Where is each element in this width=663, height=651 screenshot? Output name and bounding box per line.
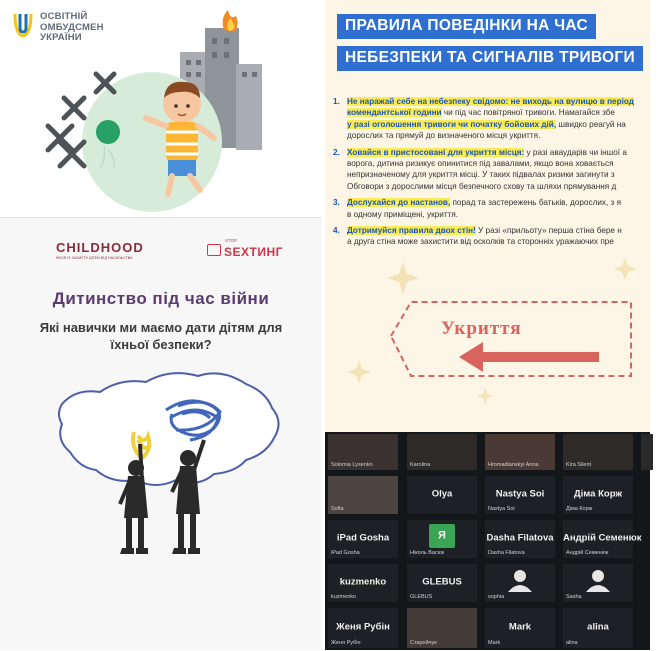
rule-text: у разі аваударів чи іншої а: [524, 147, 627, 157]
user-placeholder-icon: [485, 566, 555, 596]
participant-name: Sasha: [566, 594, 582, 600]
video-call-panel: [325, 432, 650, 650]
participant-name: Hromadianskyi Anna: [488, 462, 539, 468]
participant-name: sophia: [488, 594, 505, 600]
shelter-label: Укриття: [441, 318, 522, 339]
rule-text: а друга стіна може захистити від осколків та сторонніх уражаючих пре: [347, 237, 614, 247]
rules-title-line: НЕБЕЗПЕКИ ТА СИГНАЛІВ ТРИВОГИ: [337, 46, 643, 71]
rules-title: [337, 14, 637, 78]
sparkle-icon: [614, 258, 636, 280]
boy-playing-illustration: [0, 0, 322, 214]
shelter-sign: [387, 296, 637, 382]
rule-text: в одному приміщені, укриття.: [347, 209, 459, 219]
childhood-logo-title: CHILDHOOD: [56, 240, 144, 255]
participant-tile[interactable]: [328, 564, 398, 602]
rule-text: дорослих та прямуй до визначеного місця укриття.: [347, 131, 541, 141]
participant-name: kuzmenko: [331, 594, 357, 600]
rules-list: [333, 96, 663, 253]
participant-tile[interactable]: [485, 520, 555, 558]
participant-name: Dasha Filatova: [488, 550, 525, 556]
participant-name: Kira Silent: [566, 462, 592, 468]
participant-tile[interactable]: [563, 476, 633, 514]
participant-name: Sofia: [331, 506, 344, 512]
rule-number: 2.: [333, 147, 340, 157]
rule-item: [333, 197, 663, 220]
book-subtitle: Які навички ми маємо дати дітям для їхньої безпеки?: [39, 320, 283, 352]
participant-name: Mark: [488, 640, 501, 646]
rule-highlight: у разі оголошення тривоги чи початку бойових дій,: [347, 119, 557, 129]
participant-name: Ніколь Васюк: [410, 550, 445, 556]
participant-tile[interactable]: [485, 608, 555, 648]
participant-name: Solomia Lysenko: [331, 462, 373, 468]
ukraine-map-outline: [59, 373, 279, 485]
participant-display-name: Olya: [431, 488, 453, 500]
participant-tile[interactable]: [407, 520, 477, 558]
participant-tile[interactable]: [407, 564, 477, 602]
rule-text: Обговори з дорослими місця безпечного схову та шляхи прямування д: [347, 181, 617, 191]
participant-tile[interactable]: [407, 476, 477, 514]
participant-name: Старойчук: [410, 640, 437, 646]
participant-display-name: Mark: [508, 621, 532, 633]
participant-tile[interactable]: [328, 476, 398, 514]
book-cover-panel: [0, 217, 322, 650]
participant-tile[interactable]: [407, 434, 477, 470]
ombudsman-logo-line: ОМБУДСМЕН: [40, 21, 104, 33]
rule-text: непризначеному для укриття місці. У таких підвалах ризики загинути з: [347, 170, 615, 180]
rule-text: ворога, дитина ризикує опинитися під завалами, якщо вона ховається: [347, 159, 614, 169]
ukraine-map-children-illustration: [0, 218, 322, 651]
rule-lead: Дотримуйся правила двох стін!: [347, 226, 476, 236]
participant-tile[interactable]: [485, 476, 555, 514]
participant-name: Андрій Семенюк: [566, 550, 609, 556]
rule-number: 1.: [333, 97, 340, 106]
rule-number: 3.: [333, 198, 340, 208]
rule-lead: Дослухайся до настанов,: [347, 198, 451, 208]
participant-tile[interactable]: [407, 608, 477, 648]
stop-logo-small: STOP: [225, 238, 238, 243]
participant-display-name: iPad Gosha: [336, 532, 390, 544]
participant-display-name: Я: [438, 529, 446, 542]
participant-display-name: Андрій Семенюк: [563, 532, 642, 544]
ball-icon: [96, 120, 120, 144]
rule-text: швидко реагуй на: [556, 119, 626, 129]
rule-text: У разі «прильоту» перша стіна бере н: [475, 226, 622, 236]
stop-logo-big: SEXТИНГ: [224, 245, 283, 259]
participant-display-name: GLEBUS: [422, 576, 462, 588]
sparkle-icon: [477, 388, 493, 404]
rule-item: [333, 225, 663, 248]
participant-name: Діма Корж: [566, 506, 593, 512]
participant-tile[interactable]: [328, 608, 398, 648]
participant-display-name: Dasha Filatova: [486, 532, 554, 544]
participant-tile[interactable]: [485, 434, 555, 470]
participant-tile[interactable]: [641, 434, 653, 470]
sparkle-icon: [347, 360, 371, 384]
childhood-logo-subtitle: МІСІЯ ІЗ ЗАХИСТУ ДІТЕЙ ВІД НАСИЛЬСТВА: [56, 256, 133, 260]
rule-item: [333, 147, 663, 193]
participant-tile[interactable]: [563, 520, 642, 558]
participant-name: Nastya Soi: [488, 506, 515, 512]
participant-name: GLEBUS: [410, 594, 433, 600]
ombudsman-panel: [0, 0, 322, 214]
participant-name: Karolina: [410, 462, 431, 468]
rule-number: 4.: [333, 226, 340, 236]
ombudsman-logo-line: ОСВІТНІЙ: [40, 11, 88, 22]
participant-display-name: Nastya Soi: [495, 488, 545, 500]
rule-text: порад та застережень батьків, дорослих, з я: [450, 198, 622, 208]
ombudsman-logo-line: УКРАЇНИ: [40, 32, 82, 43]
participant-tile[interactable]: [563, 564, 633, 602]
participant-tile[interactable]: [563, 434, 633, 470]
book-title: Дитинство під час війни: [52, 289, 270, 308]
participant-name: iPad Gosha: [331, 550, 360, 556]
participant-display-name: Діма Корж: [573, 488, 623, 500]
participant-tile[interactable]: [485, 564, 555, 602]
rule-lead: Не наражай себе на небезпеку свідомо: не виходь на вулицю в період: [347, 97, 634, 106]
participant-tile[interactable]: [328, 434, 398, 470]
rule-highlight: комендантської години: [347, 108, 442, 118]
rules-title-line: ПРАВИЛА ПОВЕДІНКИ НА ЧАС: [337, 14, 596, 39]
participant-name: alina: [566, 640, 578, 646]
participant-name: Женя Рубін: [331, 640, 361, 646]
rules-panel: [325, 0, 650, 432]
participant-tile[interactable]: [328, 520, 398, 558]
rule-item: [333, 96, 663, 142]
rule-text: чи під час повітряної тривоги. Намагайся збе: [441, 108, 615, 118]
participant-display-name: kuzmenko: [339, 576, 387, 588]
sparkle-icon: [387, 262, 419, 294]
rule-lead: Ховайся в пристосовані для укриття місця:: [347, 147, 525, 157]
participant-tile[interactable]: [563, 608, 633, 648]
participant-display-name: alina: [587, 621, 609, 633]
participant-display-name: Женя Рубін: [336, 621, 390, 633]
user-placeholder-icon: [563, 566, 633, 596]
